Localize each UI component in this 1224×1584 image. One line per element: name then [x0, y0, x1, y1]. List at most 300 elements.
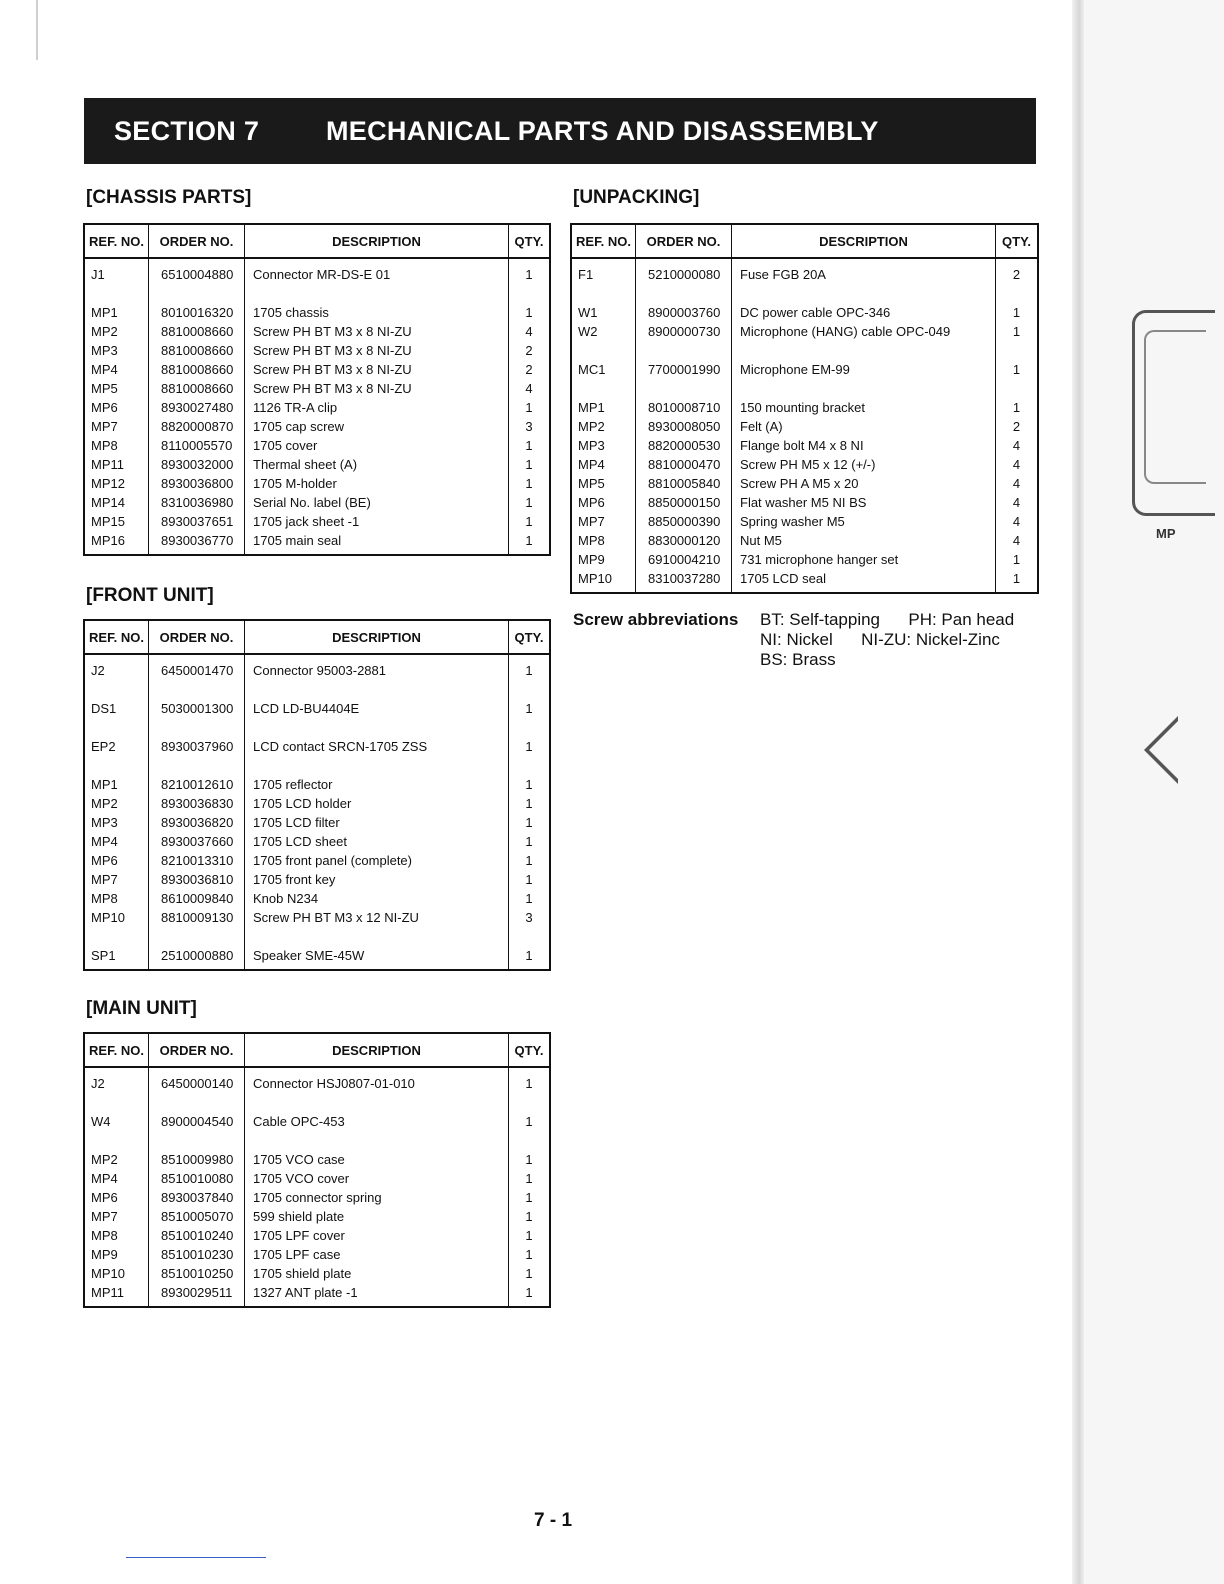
cell-qty: 4 [525, 381, 533, 396]
cell-qty: 4 [525, 324, 533, 339]
cell-order: 8210012610 [161, 777, 234, 792]
cell-ref: MP4 [578, 457, 605, 472]
arrow-drawing-inner [1149, 721, 1178, 779]
cell-order: 8610009840 [161, 891, 234, 906]
cell-ref: MP16 [91, 533, 125, 548]
cell-qty: 1 [525, 495, 533, 510]
row-spacer [732, 379, 995, 398]
ref-column [85, 259, 149, 554]
cell-order: 8810008660 [161, 362, 234, 377]
cell-qty: 2 [1012, 419, 1021, 434]
row-spacer [245, 718, 508, 737]
table-header [572, 225, 1037, 259]
chassis-parts-title: [CHASSIS PARTS] [86, 187, 252, 208]
cell-ref: MP12 [91, 476, 125, 491]
cell-desc: Felt (A) [740, 419, 783, 434]
cell-order: 8810008660 [161, 343, 234, 358]
row-spacer [509, 756, 549, 775]
cell-desc: 1705 LCD sheet [253, 834, 347, 849]
page-number: 7 - 1 [534, 1510, 573, 1531]
cell-desc: 1327 ANT plate -1 [253, 1285, 358, 1300]
cell-ref: MP14 [91, 495, 125, 510]
cell-qty: 1 [525, 948, 533, 963]
order-column [149, 1068, 245, 1306]
cell-ref: MP4 [91, 362, 118, 377]
cell-ref: MP7 [91, 1209, 118, 1224]
cell-order: 8930037960 [161, 739, 234, 754]
table-body [85, 259, 549, 554]
cell-desc: 1126 TR-A clip [253, 400, 338, 415]
abbr-bt: BT: Self-tapping [760, 610, 881, 629]
cell-qty: 1 [1012, 305, 1021, 320]
row-spacer [996, 379, 1037, 398]
cell-qty: 1 [525, 457, 533, 472]
cell-ref: MP15 [91, 514, 125, 529]
row-spacer [996, 284, 1037, 303]
unpacking-table [570, 223, 1039, 594]
cell-order: 8510010080 [161, 1171, 234, 1186]
cell-order: 8930029511 [161, 1285, 233, 1300]
cell-desc: Flange bolt M4 x 8 NI [740, 438, 864, 453]
front-unit-table [83, 619, 551, 971]
row-spacer [636, 341, 731, 360]
cell-qty: 4 [1012, 533, 1021, 548]
cell-ref: MP8 [91, 438, 118, 453]
screw-abbreviations-text [760, 610, 1040, 670]
cell-desc: LCD LD-BU4404E [253, 701, 360, 716]
cell-ref: MP4 [91, 834, 118, 849]
col-ref-no: REF. NO. [85, 621, 149, 653]
cell-ref: MP2 [578, 419, 605, 434]
cell-desc: Speaker SME-45W [253, 948, 365, 963]
cell-ref: W4 [91, 1114, 111, 1129]
cell-qty: 1 [525, 1209, 533, 1224]
cell-desc: DC power cable OPC-346 [740, 305, 891, 320]
col-description: DESCRIPTION [245, 1034, 509, 1066]
cell-qty: 4 [1012, 514, 1021, 529]
abbr-ni: NI: Nickel [760, 630, 833, 649]
cell-desc: Nut M5 [740, 533, 782, 548]
cell-desc: Connector 95003-2881 [253, 663, 386, 678]
qty-column [509, 1068, 549, 1306]
cell-order: 8900004540 [161, 1114, 234, 1129]
cell-qty: 1 [525, 1228, 533, 1243]
row-spacer [85, 756, 148, 775]
cell-order: 8830000120 [648, 533, 721, 548]
table-header [85, 1034, 549, 1068]
cell-qty: 1 [525, 701, 533, 716]
cell-order: 8850000150 [648, 495, 721, 510]
cell-desc: LCD contact SRCN-1705 ZSS [253, 739, 428, 754]
cell-qty: 3 [525, 910, 533, 925]
ref-column [572, 259, 636, 592]
cell-order: 8010016320 [161, 305, 234, 320]
cell-desc: 1705 front key [253, 872, 336, 887]
cell-qty: 1 [525, 400, 533, 415]
cell-qty: 1 [525, 739, 533, 754]
cell-desc: 1705 reflector [253, 777, 333, 792]
row-spacer [85, 1131, 148, 1150]
bottom-rule [126, 1557, 266, 1558]
cell-order: 8810000470 [648, 457, 721, 472]
col-order-no: ORDER NO. [636, 225, 732, 257]
cell-qty: 1 [1012, 400, 1021, 415]
table-body [85, 1068, 549, 1306]
cell-desc: Serial No. label (BE) [253, 495, 371, 510]
row-spacer [149, 1131, 244, 1150]
row-spacer [85, 680, 148, 699]
cell-order: 5030001300 [161, 701, 234, 716]
abbr-nizu: NI-ZU: Nickel-Zinc [861, 630, 1000, 649]
description-column [732, 259, 996, 592]
cell-order: 8810005840 [648, 476, 721, 491]
cell-desc: 1705 LPF cover [253, 1228, 345, 1243]
cell-qty: 1 [1012, 362, 1021, 377]
description-column [245, 655, 509, 969]
col-qty: QTY. [514, 1042, 544, 1058]
qty-column [996, 259, 1037, 592]
cell-order: 8930036810 [161, 872, 234, 887]
main-unit-table [83, 1032, 551, 1308]
cell-order: 8930036820 [161, 815, 234, 830]
cell-order: 8930036800 [161, 476, 234, 491]
row-spacer [149, 718, 244, 737]
cell-desc: 731 microphone hanger set [740, 552, 899, 567]
cell-ref: MP1 [91, 777, 118, 792]
row-spacer [572, 284, 635, 303]
cell-qty: 4 [1012, 438, 1021, 453]
cell-ref: J2 [91, 663, 105, 678]
cell-order: 8930036830 [161, 796, 234, 811]
cell-ref: DS1 [91, 701, 117, 716]
description-column [245, 1068, 509, 1306]
cell-order: 8310036980 [161, 495, 234, 510]
abbr-bs: BS: Brass [760, 650, 836, 669]
cell-desc: 1705 front panel (complete) [253, 853, 412, 868]
cell-desc: Connector MR-DS-E 01 [253, 267, 391, 282]
cell-ref: MP2 [91, 324, 118, 339]
cell-desc: Flat washer M5 NI BS [740, 495, 867, 510]
cell-order: 8900003760 [648, 305, 721, 320]
cell-order: 8810008660 [161, 324, 234, 339]
cell-ref: MP5 [578, 476, 605, 491]
cell-ref: MP7 [578, 514, 605, 529]
scan-edge-left [36, 0, 38, 60]
cell-ref: F1 [578, 267, 594, 282]
cell-qty: 2 [525, 343, 533, 358]
cell-qty: 1 [525, 514, 533, 529]
cell-ref: EP2 [91, 739, 116, 754]
cell-desc: Spring washer M5 [740, 514, 845, 529]
cell-order: 8510010230 [161, 1247, 234, 1262]
row-spacer [245, 1131, 508, 1150]
table-body [572, 259, 1037, 592]
cell-order: 8930032000 [161, 457, 234, 472]
cell-qty: 4 [1012, 457, 1021, 472]
cell-desc: 1705 cap screw [253, 419, 345, 434]
cell-qty: 1 [525, 305, 533, 320]
chassis-parts-table [83, 223, 551, 556]
cell-ref: MP10 [91, 1266, 125, 1281]
cell-desc: 1705 connector spring [253, 1190, 382, 1205]
front-unit-title: [FRONT UNIT] [86, 585, 214, 606]
row-spacer [149, 680, 244, 699]
col-order-no: ORDER NO. [149, 225, 245, 257]
cell-order: 6450000140 [161, 1076, 234, 1091]
ref-column [85, 1068, 149, 1306]
row-spacer [149, 284, 244, 303]
adjacent-page-edge [1084, 0, 1224, 1584]
cell-qty: 4 [1012, 476, 1021, 491]
row-spacer [509, 1131, 549, 1150]
cell-qty: 1 [1012, 571, 1021, 586]
cell-ref: MP8 [91, 891, 118, 906]
col-order-no: ORDER NO. [149, 1034, 245, 1066]
unpacking-title: [UNPACKING] [573, 187, 700, 208]
cell-order: 8510010250 [161, 1266, 234, 1281]
cell-ref: MP6 [91, 400, 118, 415]
section-number: SECTION 7 [114, 115, 260, 146]
col-qty: QTY. [1002, 233, 1031, 249]
cell-order: 8930008050 [648, 419, 721, 434]
row-spacer [509, 1093, 549, 1112]
cell-desc: 599 shield plate [253, 1209, 345, 1224]
cell-ref: MP7 [91, 419, 118, 434]
section-header [84, 98, 1036, 164]
cell-ref: MP3 [91, 815, 118, 830]
cell-desc: 1705 LPF case [253, 1247, 341, 1262]
cell-ref: MC1 [578, 362, 606, 377]
cell-qty: 1 [525, 663, 533, 678]
cell-order: 8510010240 [161, 1228, 234, 1243]
cell-desc: 1705 LCD seal [740, 571, 826, 586]
cell-ref: MP8 [578, 533, 605, 548]
cell-ref: MP6 [578, 495, 605, 510]
figure-label: MP [1156, 526, 1176, 541]
cell-order: 8930037651 [161, 514, 234, 529]
row-spacer [149, 756, 244, 775]
cell-qty: 1 [525, 533, 533, 548]
order-column [149, 259, 245, 554]
cell-desc: 1705 shield plate [253, 1266, 352, 1281]
row-spacer [85, 927, 148, 946]
col-description: DESCRIPTION [245, 225, 509, 257]
cell-order: 2510000880 [161, 948, 234, 963]
cell-desc: Connector HSJ0807-01-010 [253, 1076, 415, 1091]
abbr-ph: PH: Pan head [908, 610, 1015, 629]
cell-desc: 1705 main seal [253, 533, 342, 548]
col-ref-no: REF. NO. [85, 1034, 149, 1066]
row-spacer [245, 927, 508, 946]
cell-desc: Screw PH A M5 x 20 [740, 476, 859, 491]
cell-order: 8210013310 [161, 853, 234, 868]
cell-qty: 1 [525, 267, 533, 282]
cell-ref: MP11 [91, 1285, 124, 1300]
cell-order: 8930027480 [161, 400, 234, 415]
cell-order: 6450001470 [161, 663, 234, 678]
cell-ref: J2 [91, 1076, 105, 1091]
main-unit-title: [MAIN UNIT] [86, 998, 197, 1019]
cell-ref: MP9 [578, 552, 605, 567]
col-qty: QTY. [514, 233, 544, 249]
table-body [85, 655, 549, 969]
cell-desc: Screw PH BT M3 x 8 NI-ZU [253, 381, 412, 396]
row-spacer [509, 284, 549, 303]
cell-qty: 3 [525, 419, 533, 434]
cell-desc: Screw PH BT M3 x 12 NI-ZU [253, 910, 419, 925]
row-spacer [732, 284, 995, 303]
row-spacer [245, 1093, 508, 1112]
cell-order: 8930037840 [161, 1190, 234, 1205]
cell-qty: 1 [525, 1285, 533, 1300]
cell-order: 8010008710 [648, 400, 721, 415]
row-spacer [245, 756, 508, 775]
cell-ref: MP1 [578, 400, 605, 415]
cell-desc: Microphone EM-99 [740, 362, 850, 377]
row-spacer [996, 341, 1037, 360]
cell-ref: MP8 [91, 1228, 118, 1243]
cell-order: 7700001990 [648, 362, 721, 377]
cell-qty: 1 [1012, 552, 1021, 567]
col-ref-no: REF. NO. [572, 225, 636, 257]
cell-ref: SP1 [91, 948, 116, 963]
table-header [85, 225, 549, 259]
cell-desc: Screw PH BT M3 x 8 NI-ZU [253, 343, 412, 358]
cell-order: 8510005070 [161, 1209, 234, 1224]
cell-ref: MP10 [91, 910, 125, 925]
cell-qty: 1 [525, 872, 533, 887]
cell-qty: 4 [1012, 495, 1021, 510]
cell-qty: 1 [525, 796, 533, 811]
col-ref-no: REF. NO. [85, 225, 149, 257]
cell-ref: MP7 [91, 872, 118, 887]
cell-desc: Fuse FGB 20A [740, 267, 826, 282]
row-spacer [85, 1093, 148, 1112]
cell-ref: MP5 [91, 381, 118, 396]
cell-qty: 1 [525, 1114, 533, 1129]
cell-order: 8810008660 [161, 381, 234, 396]
row-spacer [85, 284, 148, 303]
cell-ref: W1 [578, 305, 598, 320]
cell-order: 8510009980 [161, 1152, 234, 1167]
cell-qty: 1 [525, 834, 533, 849]
cell-desc: Microphone (HANG) cable OPC-049 [740, 324, 951, 339]
cell-qty: 1 [525, 777, 533, 792]
cell-desc: Knob N234 [253, 891, 319, 906]
cell-desc: 1705 VCO cover [253, 1171, 350, 1186]
cell-desc: Cable OPC-453 [253, 1114, 345, 1129]
cell-ref: MP4 [91, 1171, 118, 1186]
cell-desc: Screw PH M5 x 12 (+/-) [740, 457, 876, 472]
row-spacer [509, 718, 549, 737]
cell-desc: 1705 M-holder [253, 476, 337, 491]
row-spacer [636, 379, 731, 398]
cell-desc: 1705 LCD filter [253, 815, 340, 830]
row-spacer [572, 379, 635, 398]
row-spacer [149, 1093, 244, 1112]
row-spacer [509, 927, 549, 946]
order-column [149, 655, 245, 969]
cell-desc: 1705 chassis [253, 305, 329, 320]
cell-order: 6910004210 [648, 552, 721, 567]
chassis-drawing-inner [1144, 330, 1206, 484]
cell-qty: 1 [525, 1190, 533, 1205]
cell-ref: MP3 [578, 438, 605, 453]
cell-order: 5210000080 [648, 267, 721, 282]
cell-desc: Screw PH BT M3 x 8 NI-ZU [253, 362, 412, 377]
description-column [245, 259, 509, 554]
cell-desc: 1705 cover [253, 438, 318, 453]
screw-abbreviations-label: Screw abbreviations [573, 610, 739, 629]
section-title: MECHANICAL PARTS AND DISASSEMBLY [326, 115, 879, 146]
order-column [636, 259, 732, 592]
cell-ref: MP6 [91, 853, 118, 868]
cell-order: 8820000530 [648, 438, 721, 453]
cell-ref: MP9 [91, 1247, 118, 1262]
cell-ref: MP6 [91, 1190, 118, 1205]
cell-qty: 1 [525, 476, 533, 491]
cell-qty: 1 [525, 1247, 533, 1262]
cell-order: 8820000870 [161, 419, 234, 434]
cell-desc: 1705 LCD holder [253, 796, 352, 811]
cell-ref: MP2 [91, 796, 118, 811]
cell-order: 8900000730 [648, 324, 721, 339]
page-gutter-shadow [1072, 0, 1084, 1584]
row-spacer [245, 284, 508, 303]
qty-column [509, 655, 549, 969]
cell-order: 8930036770 [161, 533, 234, 548]
cell-qty: 1 [1012, 324, 1021, 339]
cell-order: 8850000390 [648, 514, 721, 529]
ref-column [85, 655, 149, 969]
row-spacer [85, 718, 148, 737]
cell-ref: MP1 [91, 305, 118, 320]
cell-ref: MP10 [578, 571, 612, 586]
cell-desc: Thermal sheet (A) [253, 457, 358, 472]
row-spacer [636, 284, 731, 303]
qty-column [509, 259, 549, 554]
cell-ref: MP2 [91, 1152, 118, 1167]
col-description: DESCRIPTION [245, 621, 509, 653]
table-header [85, 621, 549, 655]
cell-order: 8930037660 [161, 834, 234, 849]
cell-order: 8810009130 [161, 910, 234, 925]
cell-order: 6510004880 [161, 267, 234, 282]
row-spacer [149, 927, 244, 946]
cell-desc: 150 mounting bracket [740, 400, 866, 415]
row-spacer [732, 341, 995, 360]
cell-qty: 1 [525, 891, 533, 906]
cell-qty: 1 [525, 853, 533, 868]
cell-desc: 1705 VCO case [253, 1152, 345, 1167]
cell-ref: MP3 [91, 343, 118, 358]
cell-ref: J1 [91, 267, 105, 282]
cell-ref: W2 [578, 324, 598, 339]
cell-desc: Screw PH BT M3 x 8 NI-ZU [253, 324, 412, 339]
row-spacer [572, 341, 635, 360]
col-description: DESCRIPTION [732, 225, 996, 257]
cell-qty: 1 [525, 1266, 533, 1281]
cell-qty: 1 [525, 438, 533, 453]
cell-qty: 1 [525, 1152, 533, 1167]
cell-qty: 2 [525, 362, 533, 377]
row-spacer [245, 680, 508, 699]
cell-ref: MP11 [91, 457, 124, 472]
cell-qty: 2 [1012, 267, 1021, 282]
cell-order: 8110005570 [161, 438, 233, 453]
cell-qty: 1 [525, 1076, 533, 1091]
col-order-no: ORDER NO. [149, 621, 245, 653]
